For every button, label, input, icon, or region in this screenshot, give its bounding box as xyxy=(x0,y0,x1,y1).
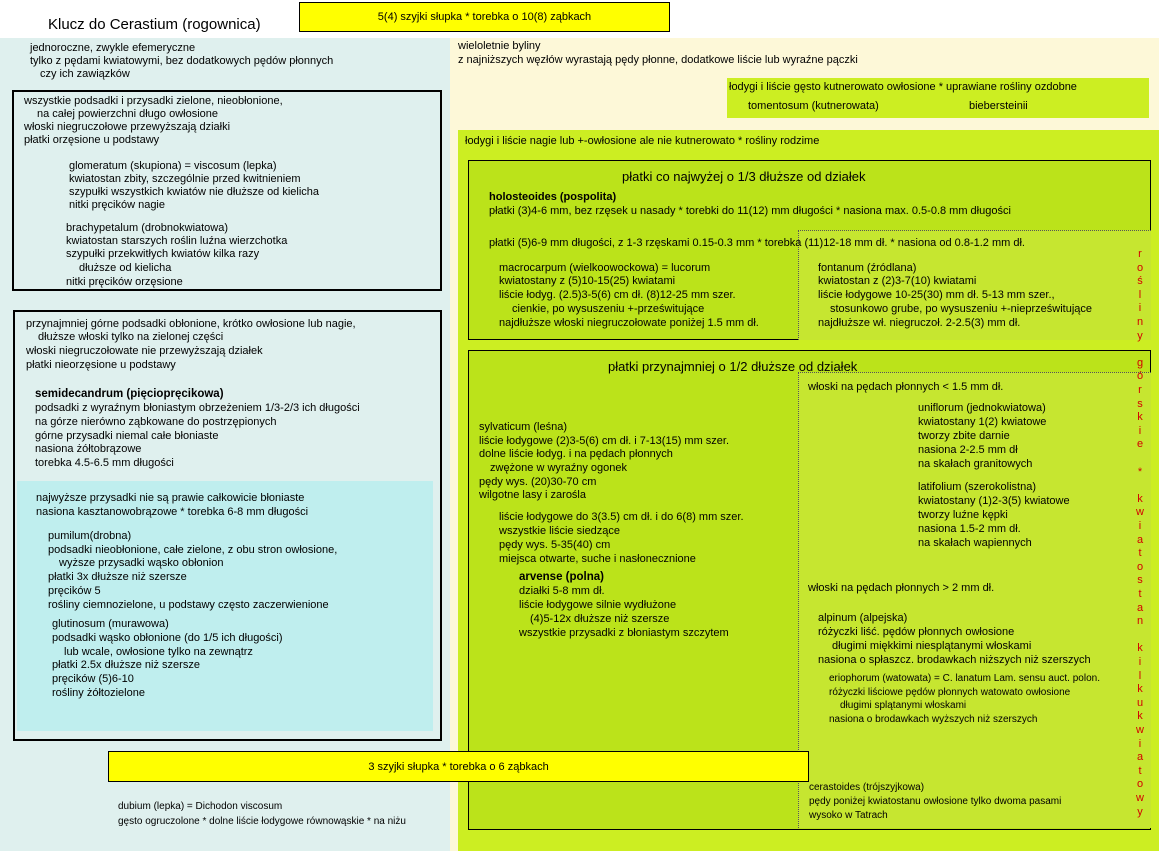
vertical-label-char: s xyxy=(1137,398,1143,410)
hairs-long-criterion: włoski na pędach płonnych > 2 mm dł. xyxy=(808,582,995,594)
right-intro-line: wieloletnie byliny xyxy=(458,40,541,52)
key-line: miejsca otwarte, suche i nasłonecznione xyxy=(499,553,696,565)
species-trait: szypułki wszystkich kwiatów nie dłuższe od kielicha xyxy=(69,186,320,198)
vertical-label-char: k xyxy=(1137,642,1143,654)
key-line: pędy wys. 5-35(40) cm xyxy=(499,539,611,551)
vertical-label-char: y xyxy=(1137,806,1143,818)
vertical-label-char: i xyxy=(1138,302,1142,314)
species-trait: zwężone w wyraźny ogonek xyxy=(490,462,627,474)
long-petals-header: płatki przynajmniej o 1/2 dłuższe od działek xyxy=(608,359,858,374)
species-name-cerastoides: cerastoides (trójszyjkowa) xyxy=(809,782,925,793)
left-intro-line: jednoroczne, zwykle efemeryczne xyxy=(30,42,196,54)
species-trait: kwiatostany (1)2-3(5) kwiatowe xyxy=(918,495,1070,507)
species-trait: kwiatostany 1(2) kwiatowe xyxy=(918,416,1047,428)
vertical-label-char: i xyxy=(1138,520,1142,532)
species-trait: rośliny żółtozielone xyxy=(52,687,145,699)
species-trait: nitki pręcików nagie xyxy=(69,199,165,211)
species-trait: najdłuższe włoski niegruczołowate poniżej 1.5 mm dł. xyxy=(499,317,759,329)
vertical-label-char: a xyxy=(1136,534,1144,546)
vertical-label-char: g xyxy=(1136,357,1144,369)
vertical-label-char: ś xyxy=(1137,275,1143,287)
top-banner-text: 5(4) szyjki słupka * torebka o 10(8) ząbkach xyxy=(377,11,592,23)
species-trait: długimi miękkimi niesplątanymi włoskami xyxy=(832,640,1032,652)
species-trait: płatki 2.5x dłuższe niż szersze xyxy=(52,659,200,671)
vertical-label-char: n xyxy=(1136,615,1144,627)
bottom-banner xyxy=(108,751,809,782)
page-title: Klucz do Cerastium (rogownica) xyxy=(48,16,261,33)
species-trait: kwiatostan z (2)3-7(10) kwiatami xyxy=(818,275,977,287)
species-trait: (4)5-12x dłuższe niż szersze xyxy=(530,613,670,625)
species-trait: rośliny ciemnozielone, u podstawy często zaczerwienione xyxy=(48,599,329,611)
vertical-label-char: * xyxy=(1137,466,1143,478)
species-trait: tworzy zbite darnie xyxy=(918,430,1010,442)
vertical-label-char: t xyxy=(1138,588,1142,600)
vertical-label-char: o xyxy=(1136,778,1144,790)
species-name-biebersteinii: biebersteinii xyxy=(969,100,1028,112)
key-line: liście łodygowe do 3(3.5) cm dł. i do 6(8) mm szer. xyxy=(499,511,744,523)
species-name-holosteoides: holosteoides (pospolita) xyxy=(489,191,617,203)
species-trait: dłuższe od kielicha xyxy=(79,262,172,274)
key-line: wszystkie podsadki i przysadki zielone, nieobłonione, xyxy=(24,95,283,107)
vertical-label-char: t xyxy=(1138,547,1142,559)
vertical-label-char: i xyxy=(1138,738,1142,750)
species-trait: lub wcale, owłosione tylko na zewnątrz xyxy=(64,646,253,658)
species-trait: kwiatostan zbity, szczególnie przed kwitnieniem xyxy=(69,173,301,185)
vertical-label-char: l xyxy=(1138,289,1142,301)
vertical-label-char: y xyxy=(1137,330,1143,342)
key-line: dłuższe włoski tylko na zielonej części xyxy=(38,331,224,343)
species-trait: płatki 3x dłuższe niż szersze xyxy=(48,571,187,583)
key-line: płatki orzęsione u podstawy xyxy=(24,134,160,146)
vertical-label-char: r xyxy=(1138,384,1142,396)
wild-species-header: łodygi i liście nagie lub +-owłosione ale nie kutnerowato * rośliny rodzime xyxy=(465,135,820,147)
vertical-label-char: u xyxy=(1136,697,1144,709)
species-trait: stosunkowo grube, po wysuszeniu +-nieprześwitujące xyxy=(830,303,1093,315)
species-trait: długimi splątanymi włoskami xyxy=(840,700,967,711)
vertical-label-char: t xyxy=(1138,765,1142,777)
vertical-label-char: n xyxy=(1136,316,1144,328)
species-name-eriophorum: eriophorum (watowata) = C. lanatum Lam. sensu auct. polon. xyxy=(829,673,1100,684)
species-trait: wyższe przysadki wąsko obłonion xyxy=(59,557,224,569)
species-trait: podsadki nieobłonione, całe zielone, z obu stron owłosione, xyxy=(48,544,338,556)
species-trait: wszystkie przysadki z błoniastym szczytem xyxy=(519,627,729,639)
species-name-alpinum: alpinum (alpejska) xyxy=(818,612,908,624)
species-name-latifolium: latifolium (szerokolistna) xyxy=(918,481,1036,493)
vertical-label-char: ó xyxy=(1136,370,1144,382)
species-trait: na skałach wapiennych xyxy=(918,537,1032,549)
vertical-label-char: r xyxy=(1138,248,1142,260)
species-trait: pręcików 5 xyxy=(48,585,101,597)
left-intro-line: czy ich zawiązków xyxy=(40,68,130,80)
species-name-semidecandrum: semidecandrum (pięciopręcikowa) xyxy=(35,388,224,400)
species-trait: różyczki liściowe pędów płonnych watowato owłosione xyxy=(829,687,1071,698)
vertical-label-char: s xyxy=(1137,574,1143,586)
species-trait: wysoko w Tatrach xyxy=(809,810,888,821)
species-trait: działki 5-8 mm dł. xyxy=(519,585,605,597)
key-line: włoski niegruczołowate nie przewyższają działek xyxy=(26,345,263,357)
species-trait: liście łodygowe 10-25(30) mm dł. 5-13 mm szer., xyxy=(818,289,1055,301)
vertical-label-char: k xyxy=(1137,683,1143,695)
species-trait: liście łodygowe silnie wydłużone xyxy=(519,599,677,611)
species-trait: liście łodygowe (2)3-5(6) cm dł. i 7-13(15) mm szer. xyxy=(479,435,730,447)
species-trait: podsadki z wyraźnym błoniastym obrzeżeniem 1/3-2/3 ich długości xyxy=(35,402,360,414)
species-trait: tworzy luźne kępki xyxy=(918,509,1008,521)
species-name-brachypetalum: brachypetalum (drobnokwiatowa) xyxy=(66,222,229,234)
species-trait: na skałach granitowych xyxy=(918,458,1033,470)
species-trait: różyczki liść. pędów płonnych owłosione xyxy=(818,626,1015,638)
vertical-label-char: o xyxy=(1136,262,1144,274)
key-line: najwyższe przysadki nie są prawie całkowicie błoniaste xyxy=(36,492,305,504)
key-line: płatki (5)6-9 mm długości, z 1-3 rzęskami 0.15-0.3 mm * torebka (11)12-18 mm dł. * nasiona od 0.8-1.2 mm dł. xyxy=(489,237,1025,249)
hairs-short-criterion: włoski na pędach płonnych < 1.5 mm dł. xyxy=(808,381,1004,393)
species-trait: wilgotne lasy i zarośla xyxy=(479,489,586,501)
species-trait: dolne liście łodyg. i na pędach płonnych xyxy=(479,448,673,460)
vertical-label-char: i xyxy=(1138,425,1142,437)
vertical-label-char: k xyxy=(1137,493,1143,505)
species-name-pumilum: pumilum(drobna) xyxy=(48,530,132,542)
species-trait: gęsto ogruczolone * dolne liście łodygowe równowąskie * na niżu xyxy=(118,816,406,827)
species-trait: nasiona o brodawkach wyższych niż szerszych xyxy=(829,714,1038,725)
species-name-glomeratum: glomeratum (skupiona) = viscosum (lepka) xyxy=(69,160,277,172)
vertical-label-char: o xyxy=(1136,561,1144,573)
species-trait: kwiatostan starszych roślin luźna wierzchotka xyxy=(66,235,288,247)
species-trait: nitki pręcików orzęsione xyxy=(66,276,183,288)
top-banner xyxy=(299,2,670,32)
key-line: wszystkie liście siedzące xyxy=(499,525,621,537)
key-line: nasiona kasztanowobrązowe * torebka 6-8 mm długości xyxy=(36,506,309,518)
vertical-label-char: w xyxy=(1136,506,1144,518)
short-petals-header: płatki co najwyżej o 1/3 dłuższe od działek xyxy=(622,169,866,184)
vertical-label-char: a xyxy=(1136,602,1144,614)
species-name-glutinosum: glutinosum (murawowa) xyxy=(52,618,169,630)
species-name-uniflorum: uniflorum (jednokwiatowa) xyxy=(918,402,1046,414)
species-trait: szypułki przekwitłych kwiatów kilka razy xyxy=(66,248,260,260)
vertical-label-char: w xyxy=(1136,724,1144,736)
left-intro-line: tylko z pędami kwiatowymi, bez dodatkowych pędów płonnych xyxy=(30,55,334,67)
vertical-label-char: e xyxy=(1136,438,1144,450)
species-name-sylvaticum: sylvaticum (leśna) xyxy=(479,421,568,433)
species-trait: na górze nierówno ząbkowane do postrzępionych xyxy=(35,416,277,428)
tomentose-header: łodygi i liście gęsto kutnerowato owłosione * uprawiane rośliny ozdobne xyxy=(729,81,1077,93)
vertical-label-char: w xyxy=(1136,792,1144,804)
key-line: włoski niegruczołowe przewyższają działki xyxy=(24,121,231,133)
species-trait: pędy poniżej kwiatostanu owłosione tylko dwoma pasami xyxy=(809,796,1062,807)
species-trait: górne przysadki niemal całe błoniaste xyxy=(35,430,219,442)
species-name-tomentosum: tomentosum (kutnerowata) xyxy=(748,100,879,112)
species-trait: nasiona 2-2.5 mm dł xyxy=(918,444,1018,456)
species-name-arvense: arvense (polna) xyxy=(519,571,604,583)
key-line: płatki nieorzęsione u podstawy xyxy=(26,359,176,371)
key-line: przynajmniej górne podsadki obłonione, krótko owłosione lub nagie, xyxy=(26,318,356,330)
species-name-macrocarpum: macrocarpum (wielkoowockowa) = lucorum xyxy=(499,262,711,274)
vertical-label-char: k xyxy=(1137,411,1143,423)
vertical-label-char: i xyxy=(1138,656,1142,668)
species-trait: liście łodyg. (2.5)3-5(6) cm dł. (8)12-25 mm szer. xyxy=(499,289,736,301)
key-line: na całej powierzchni długo owłosione xyxy=(37,108,219,120)
species-trait: nasiona 1.5-2 mm dł. xyxy=(918,523,1021,535)
species-trait: podsadki wąsko obłonione (do 1/5 ich długości) xyxy=(52,632,283,644)
species-name-dubium: dubium (lepka) = Dichodon viscosum xyxy=(118,801,283,812)
species-trait: torebka 4.5-6.5 mm długości xyxy=(35,457,174,469)
species-trait: kwiatostany z (5)10-15(25) kwiatami xyxy=(499,275,676,287)
species-name-fontanum: fontanum (źródlana) xyxy=(818,262,917,274)
species-trait: nasiona o spłaszcz. brodawkach niższych niż szerszych xyxy=(818,654,1091,666)
species-trait: pręcików (5)6-10 xyxy=(52,673,134,685)
vertical-label-char: l xyxy=(1138,670,1142,682)
vertical-label-char: k xyxy=(1137,710,1143,722)
species-trait: pędy wys. (20)30-70 cm xyxy=(479,476,597,488)
species-trait: cienkie, po wysuszeniu +-prześwitujące xyxy=(512,303,705,315)
species-trait: nasiona żółtobrązowe xyxy=(35,443,142,455)
species-trait: najdłuższe wł. niegruczoł. 2-2.5(3) mm dł. xyxy=(818,317,1021,329)
species-trait: płatki (3)4-6 mm, bez rzęsek u nasady * torebki do 11(12) mm długości * nasiona max. 0.5-0.8 mm długości xyxy=(489,205,1011,217)
right-intro-line: z najniższych węzłów wyrastają pędy płonne, dodatkowe liście lub wyraźne pączki xyxy=(458,54,858,66)
vertical-label-char: a xyxy=(1136,751,1144,763)
bottom-banner-text: 3 szyjki słupka * torebka o 6 ząbkach xyxy=(368,760,549,773)
